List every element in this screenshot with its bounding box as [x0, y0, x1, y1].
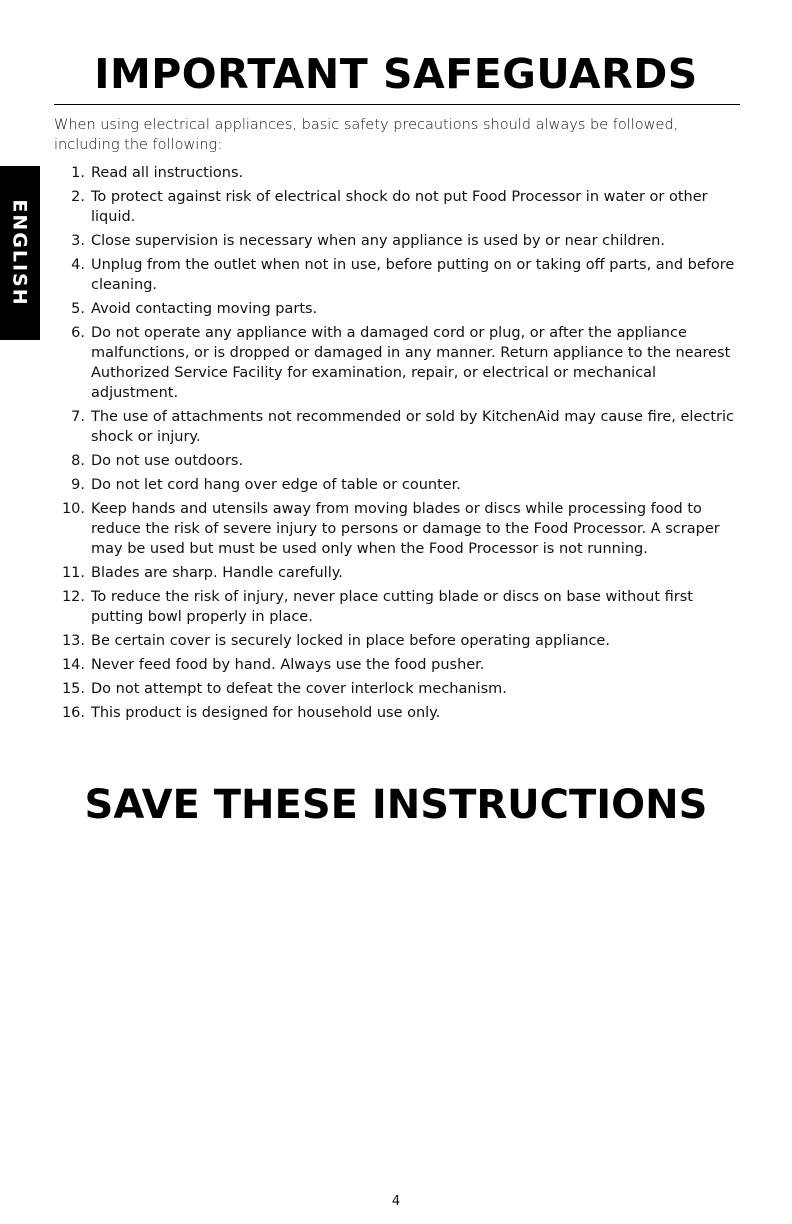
safeguards-list	[54, 163, 740, 727]
item-text: Avoid contacting moving parts.	[91, 301, 318, 317]
item-number: 1.	[71, 165, 85, 181]
item-number: 3.	[71, 233, 85, 249]
list-item	[54, 631, 740, 651]
item-number: 7.	[71, 409, 85, 425]
item-text: Close supervision is necessary when any appliance is used by or near children.	[91, 233, 665, 249]
item-number: 9.	[71, 477, 85, 493]
list-item	[54, 475, 740, 495]
title-divider	[54, 104, 740, 105]
item-text: To protect against risk of electrical shock do not put Food Processor in water or other liquid.	[91, 189, 708, 225]
save-instructions-heading: SAVE THESE INSTRUCTIONS	[84, 782, 708, 828]
list-item	[54, 255, 740, 295]
list-item	[54, 563, 740, 583]
item-text: Blades are sharp. Handle carefully.	[91, 565, 343, 581]
item-number: 4.	[71, 257, 85, 273]
item-text: This product is designed for household use only.	[91, 705, 441, 721]
item-number: 5.	[71, 301, 85, 317]
item-text: Never feed food by hand. Always use the food pusher.	[91, 657, 485, 673]
list-item	[54, 679, 740, 699]
list-item	[54, 655, 740, 675]
item-number: 2.	[71, 189, 85, 205]
item-number: 10.	[61, 501, 85, 517]
item-number: 6.	[71, 325, 85, 341]
item-number: 16.	[61, 705, 85, 721]
list-item	[54, 187, 740, 227]
list-item	[54, 407, 740, 447]
item-text: The use of attachments not recommended or sold by KitchenAid may cause fire, electric shock or injury.	[91, 409, 734, 445]
list-item	[54, 587, 740, 627]
language-tab-label: ENGLISH	[9, 199, 31, 307]
item-text: Unplug from the outlet when not in use, before putting on or taking off parts, and before cleaning.	[91, 257, 735, 293]
item-text: Do not let cord hang over edge of table or counter.	[91, 477, 461, 493]
list-item	[54, 703, 740, 723]
item-number: 14.	[61, 657, 85, 673]
list-item	[54, 299, 740, 319]
language-tab	[0, 166, 40, 340]
item-text: Do not attempt to defeat the cover interlock mechanism.	[91, 681, 507, 697]
page-title: IMPORTANT SAFEGUARDS	[94, 50, 698, 98]
intro-paragraph: When using electrical appliances, basic safety precautions should always be followed, including the following:	[54, 117, 679, 153]
page-number: 4	[391, 1194, 401, 1209]
list-item	[54, 451, 740, 471]
item-number: 11.	[61, 565, 85, 581]
item-text: Keep hands and utensils away from moving blades or discs while processing food to reduce the risk of severe injury to persons or damage to the Food Processor. A scraper may be used but must be used only when the Food Processor is not running.	[91, 501, 720, 557]
item-number: 13.	[61, 633, 85, 649]
item-text: Do not operate any appliance with a damaged cord or plug, or after the appliance malfunctions, or is dropped or damaged in any manner. Return appliance to the nearest Authorized Service Facility for examination, repair, or electrical or mechanical adjustment.	[91, 325, 731, 401]
list-item	[54, 163, 740, 183]
list-item	[54, 499, 740, 559]
item-number: 15.	[61, 681, 85, 697]
item-text: Do not use outdoors.	[91, 453, 244, 469]
list-item	[54, 231, 740, 251]
item-text: Be certain cover is securely locked in place before operating appliance.	[91, 633, 610, 649]
list-item	[54, 323, 740, 403]
item-number: 8.	[71, 453, 85, 469]
item-text: Read all instructions.	[91, 165, 244, 181]
item-text: To reduce the risk of injury, never place cutting blade or discs on base without first putting bowl properly in place.	[91, 589, 693, 625]
item-number: 12.	[61, 589, 85, 605]
